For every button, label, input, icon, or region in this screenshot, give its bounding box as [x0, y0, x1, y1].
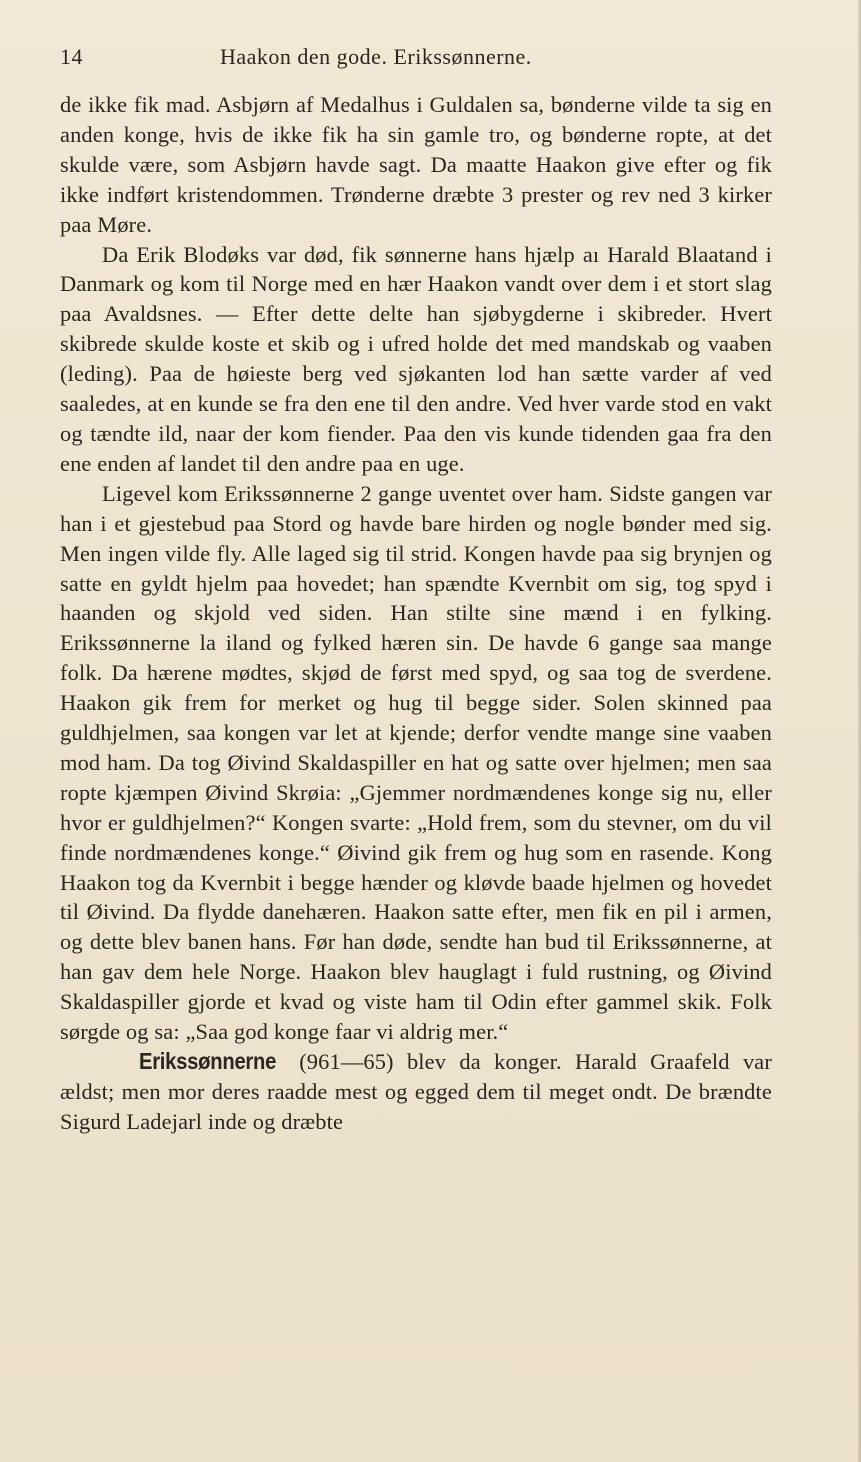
running-header — [60, 44, 800, 76]
section-heading: Erikssønnerne — [138, 1048, 277, 1074]
section-paragraph — [60, 1047, 772, 1137]
paragraph-3: Ligevel kom Erikssønnerne 2 gange uventet over ham. Sidste gangen var han i et gjestebud paa Stord og havde bare hirden og nogle bønder med sig. Men ingen vilde fly. Alle laged sig til strid. Kongen havde paa sig brynjen og satte en gyldt hjelm paa hovedet; han spændte Kvernbit om sig, tog spyd i haanden og skjold ved siden. Han stilte sine mænd i en fylking. Erikssønnerne la iland og fylked hæren sin. De havde 6 gange saa mange folk. Da hærene mødtes, skjød de først med spyd, og saa tog de sverdene. Haakon gik frem for merket og hug til begge sider. Solen skinned paa guldhjelmen, saa kongen var let at kjende; derfor vendte mange sine vaaben mod ham. Da tog Øivind Skaldaspiller en hat og satte over hjelmen; men saa ropte kjæmpen Øivind Skrøia: „Gjemmer nordmændenes konge sig nu, eller hvor er guldhjelmen?“ Kongen svarte: „Hold frem, som du stevner, om du vil finde nordmændenes konge.“ Øivind gik frem og hug som en rasende. Kong Haakon tog da Kvernbit i begge hænder og kløvde baade hjelmen og hovedet til Øivind. Da flydde danehæren. Haakon satte efter, men fik en pil i armen, og dette blev banen hans. Før han døde, sendte han bud til Erikssønnerne, at han gav dem hele Norge. Haakon blev hauglagt i fuld rustning, og Øivind Skaldaspiller gjorde et kvad og viste ham til Odin efter gammel skik. Folk sørgde og sa: „Saa god konge faar vi aldrig mer.“ — [60, 480, 772, 1045]
body-text — [60, 90, 772, 1137]
paragraph-2: Da Erik Blodøks var død, fik sønnerne hans hjælp aı Harald Blaatand i Danmark og kom til Norge med en hær Haakon vandt over dem i et stort slag paa Avaldsnes. — Efter dette delte han sjøbygderne i skibreder. Hvert skibrede skulde koste et skib og i ufred holde det med mandskab og vaaben (leding). Paa de høieste berg ved sjøkanten lod han sætte varder af ved saaledes, at en kunde se fra den ene til den andre. Ved hver varde stod en vakt og tændte ild, naar der kom fiender. Paa den vis kunde tidenden gaa fra den ene enden af landet til den andre paa en uge. — [60, 241, 772, 476]
section-text: (961—65) blev da konger. Harald Graafeld var ældst; men mor deres raadde mest og egged dem til meget ondt. De brændte Sigurd Ladejarl inde og dræbte — [60, 1049, 772, 1134]
page-number: 14 — [60, 44, 83, 69]
paragraph-1: de ikke fik mad. Asbjørn af Medalhus i Guldalen sa, bønderne vilde ta sig en anden konge, hvis de ikke fik ha sin gamle tro, og bønderne ropte, at det skulde være, som Asbjørn havde sagt. Da maatte Haakon give efter og fik ikke indført kristendommen. Trønderne dræbte 3 prester og rev ned 3 kirker paa Møre. — [60, 92, 772, 237]
page-edge-shadow — [857, 0, 861, 1462]
running-title: Haakon den gode. Erikssønnerne. — [220, 44, 532, 69]
